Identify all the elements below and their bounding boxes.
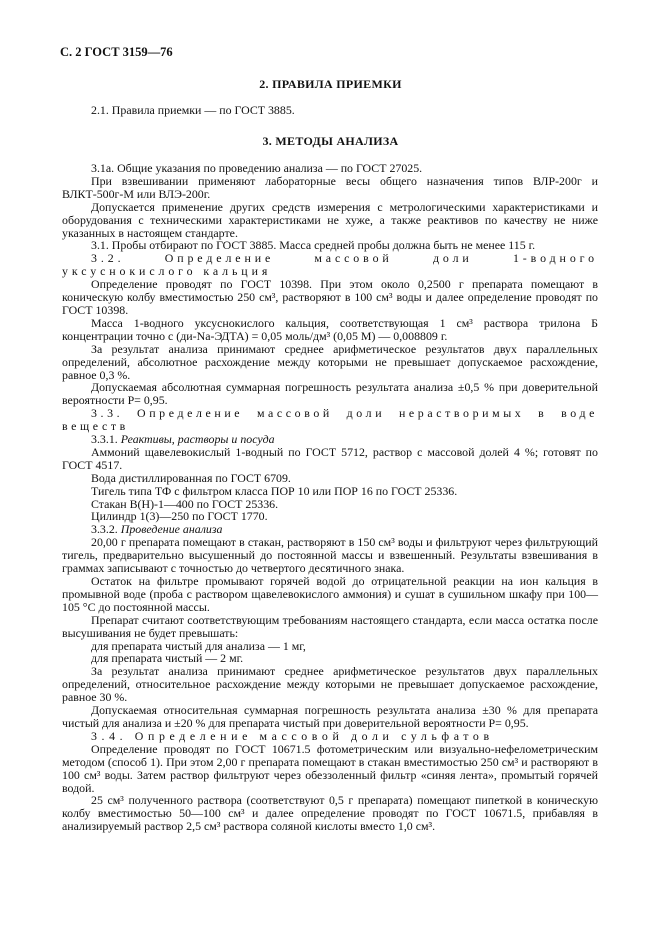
list-item: Стакан В(Н)-1—400 по ГОСТ 25336. — [91, 496, 279, 511]
section-3-title: 3. МЕТОДЫ АНАЛИЗА — [262, 134, 399, 148]
paragraph: Определение проводят по ГОСТ 10398. При этом около 0,2500 г препарата помещают в коническую колбу вместимостью 250 см³, растворяют в 100 см³ воды и далее определение проводят по ГОСТ 10398. — [62, 277, 598, 317]
paragraph: Допускается применение других средств измерения с метрологическими характеристиками и оборудования с техническими характеристиками не хуже, а также реактивов по качеству не ниже указанных в настоящем стандарте. — [62, 199, 598, 240]
paragraph: За результат анализа принимают среднее арифметическое результатов двух параллельных определений, относительное расхождение между которыми не превышает допускаемое расхождение, равное 30 %. — [62, 664, 598, 705]
paragraph: 20,00 г препарата помещают в стакан, растворяют в 150 см³ воды и фильтруют через фильтрующий тигель, предварительно высушенный до постоянной массы и взвешенный. Результаты взвешивания в граммах записывают с точностью до четвертого десятичного знака. — [62, 535, 598, 576]
subsection-title: Реактивы, растворы и посуда — [120, 432, 275, 447]
subsection-heading: 3.4. Определение массовой доли сульфатов — [91, 728, 494, 743]
list-item: для препарата чистый — 2 мг. — [91, 651, 244, 666]
subsection-heading: 3.2. Определение массовой доли 1-водного уксуснокислого кальция — [62, 251, 598, 279]
paragraph: 3.1а. Общие указания по проведению анализа — по ГОСТ 27025. — [91, 161, 423, 175]
section-3-body — [62, 162, 598, 833]
section-2-title: 2. ПРАВИЛА ПРИЕМКИ — [259, 77, 402, 91]
paragraph: 25 см³ полученного раствора (соответствуют 0,5 г препарата) помещают пипеткой в коническую колбу вместимостью 50—100 см³ и далее определение проводят по ГОСТ 10671.5, прибавляя в анализируемый раствор 2,5 см³ раствора соляной кислоты вместо 1,0 см³. — [62, 793, 598, 834]
page-header: С. 2 ГОСТ 3159—76 — [60, 45, 173, 59]
paragraph: Препарат считают соответствующим требованиям настоящего стандарта, если масса остатка после высушивания не будет превышать: — [62, 612, 598, 640]
paragraph: При взвешивании применяют лабораторные весы общего назначения типов ВЛР-200г и ВЛКТ-500г-М или ВЛЭ-200г. — [62, 173, 598, 201]
paragraph: Масса 1-водного уксуснокислого кальция, соответствующая 1 см³ раствора трилона Б концентрации точно c (ди-Na-ЭДТА) = 0,05 моль/дм³ (0,05 М) — 0,008809 г. — [62, 315, 598, 343]
list-item: Тигель типа ТФ с фильтром класса ПОР 10 или ПОР 16 по ГОСТ 25336. — [91, 483, 458, 498]
list-item: Вода дистиллированная по ГОСТ 6709. — [91, 470, 291, 485]
paragraph: Аммоний щавелевокислый 1-водный по ГОСТ 5712, раствор с массовой долей 4 %; готовят по ГОСТ 4517. — [62, 444, 598, 472]
subsection-number: 3.3.2. — [91, 522, 118, 537]
paragraph: Определение проводят по ГОСТ 10671.5 фотометрическим или визуально-нефелометрическим методом (способ 1). При этом 2,00 г препарата помещают в стакан вместимостью 250 см³ и растворяют в 100 см³ воды. Затем раствор фильтруют через обеззоленный фильтр «синяя лента», промытый горячей водой. — [62, 741, 598, 795]
paragraph: Допускаемая относительная суммарная погрешность результата анализа ±30 % для препарата чистый для анализа и ±20 % для препарата чистый при доверительной вероятности P= 0,95. — [62, 703, 598, 730]
paragraph: За результат анализа принимают среднее арифметическое результатов двух параллельных определений, абсолютное расхождение между которыми не превышает допускаемое расхождение, равное 0,3 %. — [62, 341, 598, 382]
section-2-text: 2.1. Правила приемки — по ГОСТ 3885. — [91, 103, 295, 117]
list-item: Цилиндр 1(3)—250 по ГОСТ 1770. — [91, 509, 268, 524]
subsection-title: Проведение анализа — [120, 522, 223, 537]
subsection-label — [62, 433, 598, 446]
paragraph: Остаток на фильтре промывают горячей водой до отрицательной реакции на ион кальция в промывной воде (проба с раствором щавелевокислого аммония) и сушат в сушильном шкафу при 100—105 °С до постоянной массы. — [62, 574, 598, 614]
subsection-heading: 3.3. Определение массовой доли нерастворимых в воде веществ — [62, 406, 598, 434]
list-item: для препарата чистый для анализа — 1 мг, — [91, 638, 306, 653]
paragraph: Допускаемая абсолютная суммарная погрешность результата анализа ±0,5 % при доверительной вероятности P= 0,95. — [62, 380, 598, 408]
subsection-number: 3.3.1. — [91, 432, 118, 447]
paragraph: 3.1. Пробы отбирают по ГОСТ 3885. Масса средней пробы должна быть не менее 115 г. — [91, 238, 536, 253]
